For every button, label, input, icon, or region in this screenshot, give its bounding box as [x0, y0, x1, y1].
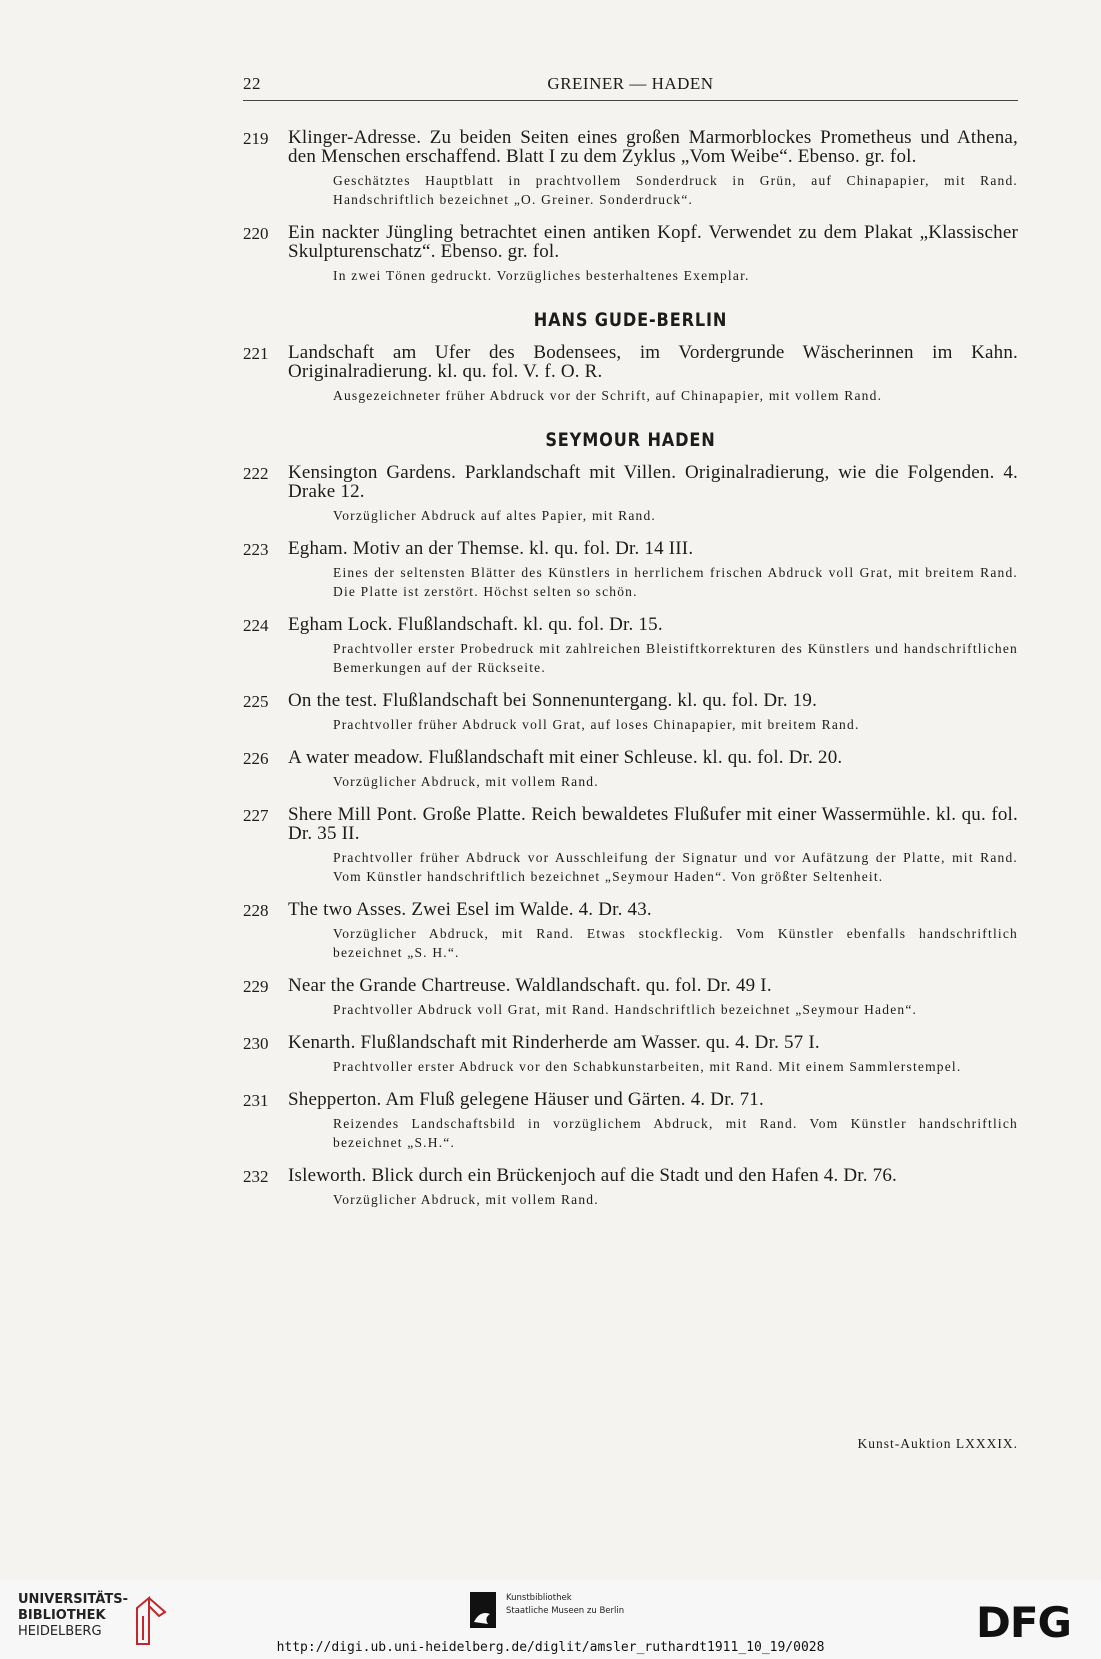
lot-number: 222	[243, 464, 269, 483]
lot-number: 225	[243, 692, 269, 711]
lot-description: Egham Lock. Flußlandschaft. kl. qu. fol. Dr. 15.	[288, 614, 663, 635]
lot-note: Vorzüglicher Abdruck, mit vollem Rand.	[333, 774, 599, 789]
lot-entry	[243, 1033, 1018, 1076]
lot-number: 220	[243, 224, 269, 243]
lot-note: Prachtvoller erster Probedruck mit zahlreichen Bleistiftkorrekturen des Künstlers und handschriftlichen Bemerkungen auf der Rückseite.	[333, 641, 1018, 675]
lot-note: Vorzüglicher Abdruck auf altes Papier, mit Rand.	[333, 508, 656, 523]
lot-number: 224	[243, 616, 269, 635]
lot-entry	[243, 748, 1018, 791]
lot-entry	[243, 805, 1018, 886]
lot-description: Shepperton. Am Fluß gelegene Häuser und Gärten. 4. Dr. 71.	[288, 1089, 764, 1110]
lot-description: Egham. Motiv an der Themse. kl. qu. fol. Dr. 14 III.	[288, 538, 694, 559]
lot-number: 223	[243, 540, 269, 559]
lot-description: The two Asses. Zwei Esel im Walde. 4. Dr. 43.	[288, 899, 652, 920]
lot-description: Ein nackter Jüngling betrachtet einen antiken Kopf. Verwendet zu dem Plakat „Klassischer Skulpturenschatz“. Ebenso. gr. fol.	[288, 222, 1018, 262]
lot-entry	[243, 539, 1018, 601]
lot-description: Shere Mill Pont. Große Platte. Reich bewaldetes Flußufer mit einer Wassermühle. kl. qu. fol. Dr. 35 II.	[288, 804, 1018, 844]
page-number: 22	[243, 74, 261, 93]
lot-note: Geschätztes Hauptblatt in prachtvollem Sonderdruck in Grün, auf Chinapapier, mit Rand. Handschriftlich bezeichnet „O. Greiner. Sonderdruck“.	[333, 173, 1018, 207]
lot-description: Klinger-Adresse. Zu beiden Seiten eines großen Marmorblockes Prometheus und Athena, den Menschen erschaffend. Blatt I zu dem Zyklus „Vom Weibe“. Ebenso. gr. fol.	[288, 127, 1018, 167]
lot-entry	[243, 1090, 1018, 1152]
lot-note: Vorzüglicher Abdruck, mit Rand. Etwas stockfleckig. Vom Künstler ebenfalls handschriftlich bezeichnet „S. H.“.	[333, 926, 1018, 960]
ub-logo-line1: UNIVERSITÄTS-	[18, 1592, 128, 1607]
header-rule	[243, 100, 1018, 101]
lot-entry	[243, 343, 1018, 405]
lot-note: In zwei Tönen gedruckt. Vorzügliches besterhaltenes Exemplar.	[333, 268, 750, 283]
lot-description: A water meadow. Flußlandschaft mit einer Schleuse. kl. qu. fol. Dr. 20.	[288, 747, 843, 768]
lot-note: Reizendes Landschaftsbild in vorzüglichem Abdruck, mit Rand. Vom Künstler handschriftlich bezeichnet „S.H.“.	[333, 1116, 1018, 1150]
lot-entry	[243, 976, 1018, 1019]
lot-description: Landschaft am Ufer des Bodensees, im Vordergrunde Wäscherinnen im Kahn. Originalradierung. kl. qu. fol. V. f. O. R.	[288, 342, 1018, 382]
section-heading-gude: HANS GUDE-BERLIN	[533, 309, 728, 331]
permalink-url[interactable]: http://digi.ub.uni-heidelberg.de/diglit/amsler_ruthardt1911_10_19/0028	[276, 1640, 825, 1655]
lot-entry	[243, 615, 1018, 677]
lot-description: Kenarth. Flußlandschaft mit Rinderherde am Wasser. qu. 4. Dr. 57 I.	[288, 1032, 820, 1053]
lot-entry	[243, 128, 1018, 209]
lot-note: Prachtvoller früher Abdruck voll Grat, auf loses Chinapapier, mit breitem Rand.	[333, 717, 860, 732]
lot-number: 231	[243, 1091, 269, 1110]
kb-line2: Staatliche Museen zu Berlin	[506, 1606, 625, 1616]
kunstbibliothek-mark-icon	[470, 1592, 496, 1628]
lot-number: 219	[243, 129, 269, 148]
kb-line1: Kunstbibliothek	[506, 1593, 572, 1603]
lot-note: Prachtvoller Abdruck voll Grat, mit Rand. Handschriftlich bezeichnet „Seymour Haden“.	[333, 1002, 918, 1017]
lot-entry	[243, 1166, 1018, 1209]
lot-number: 221	[243, 344, 269, 363]
lot-note: Prachtvoller erster Abdruck vor den Schabkunstarbeiten, mit Rand. Mit einem Sammlerstempel.	[333, 1059, 962, 1074]
lot-number: 227	[243, 806, 269, 825]
dfg-logo[interactable]: DFG	[976, 1598, 1072, 1647]
lot-description: Kensington Gardens. Parklandschaft mit Villen. Originalradierung, wie die Folgenden. 4. Drake 12.	[288, 462, 1018, 502]
lot-description: On the test. Flußlandschaft bei Sonnenuntergang. kl. qu. fol. Dr. 19.	[288, 690, 818, 711]
lot-note: Vorzüglicher Abdruck, mit vollem Rand.	[333, 1192, 599, 1207]
catalog-footnote: Kunst-Auktion LXXXIX.	[857, 1436, 1018, 1451]
lot-entry	[243, 900, 1018, 962]
running-title: GREINER — HADEN	[547, 74, 714, 93]
lot-group-greiner	[243, 128, 1018, 285]
lot-entry	[243, 463, 1018, 525]
lot-entry	[243, 691, 1018, 734]
section-heading-haden: SEYMOUR HADEN	[545, 429, 716, 451]
catalog-body	[243, 128, 1018, 1223]
kunstbibliothek-logo[interactable]	[470, 1592, 660, 1632]
ub-logo-mark-icon	[133, 1594, 169, 1646]
lot-entry	[243, 223, 1018, 285]
lot-note: Prachtvoller früher Abdruck vor Ausschleifung der Signatur und vor Aufätzung der Platte, mit Rand. Vom Künstler handschriftlich bezeichnet „Seymour Haden“. Von größter Seltenheit.	[333, 850, 1018, 884]
lot-number: 228	[243, 901, 269, 920]
lot-number: 232	[243, 1167, 269, 1186]
lot-note: Eines der seltensten Blätter des Künstlers in herrlichem frischen Abdruck voll Grat, mit breitem Rand. Die Platte ist zerstört. Höchst selten so schön.	[333, 565, 1018, 599]
lot-note: Ausgezeichneter früher Abdruck vor der Schrift, auf Chinapapier, mit vollem Rand.	[333, 388, 883, 403]
page-header	[243, 72, 1018, 102]
lot-number: 229	[243, 977, 269, 996]
lot-number: 230	[243, 1034, 269, 1053]
lot-group-gude	[243, 343, 1018, 405]
ub-logo-line3: HEIDELBERG	[18, 1624, 102, 1639]
lot-description: Near the Grande Chartreuse. Waldlandschaft. qu. fol. Dr. 49 I.	[288, 975, 772, 996]
lot-group-haden	[243, 463, 1018, 1209]
lot-number: 226	[243, 749, 269, 768]
ub-logo-line2: BIBLIOTHEK	[18, 1608, 106, 1623]
lot-description: Isleworth. Blick durch ein Brückenjoch auf die Stadt und den Hafen 4. Dr. 76.	[288, 1165, 898, 1186]
viewer-footer	[0, 1580, 1101, 1659]
